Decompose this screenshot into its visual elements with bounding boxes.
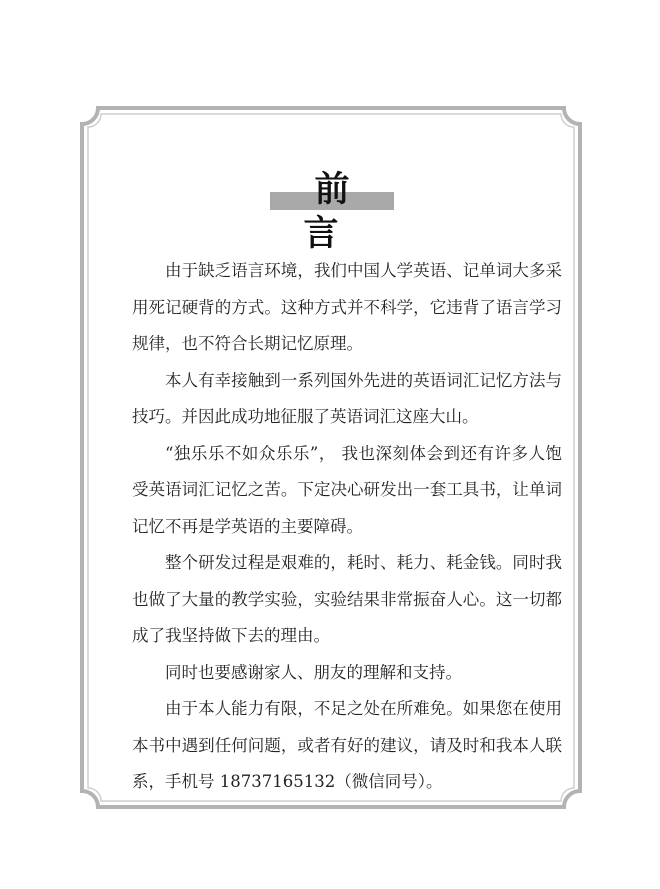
- paragraph-1: 由于缺乏语言环境，我们中国人学英语、记单词大多采用死记硬背的方式。这种方式并不科学，它违背了语言学习规律，也不符合长期记忆原理。: [132, 261, 562, 353]
- title-block: [270, 168, 394, 254]
- page-title: 前言: [303, 169, 372, 254]
- paragraph-2: 本人有幸接触到一系列国外先进的英语词汇记忆方法与技巧。并因此成功地征服了英语词汇这座大山。: [132, 370, 562, 426]
- paragraph-6: 由于本人能力有限，不足之处在所难免。如果您在使用本书中遇到任何问题，或者有好的建议，请及时和我本人联系，手机号 18737165132（微信同号）。: [132, 699, 562, 791]
- paragraph-3: “独乐乐不如众乐乐”， 我也深刻体会到还有许多人饱受英语词汇记忆之苦。下定决心研发出一套工具书，让单词记忆不再是学英语的主要障碍。: [132, 443, 562, 536]
- preface-body: [132, 253, 562, 801]
- paragraph-4: 整个研发过程是艰难的，耗时、耗力、耗金钱。同时我也做了大量的教学实验，实验结果非常振奋人心。这一切都成了我坚持做下去的理由。: [132, 553, 562, 645]
- paragraph-5: 同时也要感谢家人、朋友的理解和支持。: [165, 662, 462, 682]
